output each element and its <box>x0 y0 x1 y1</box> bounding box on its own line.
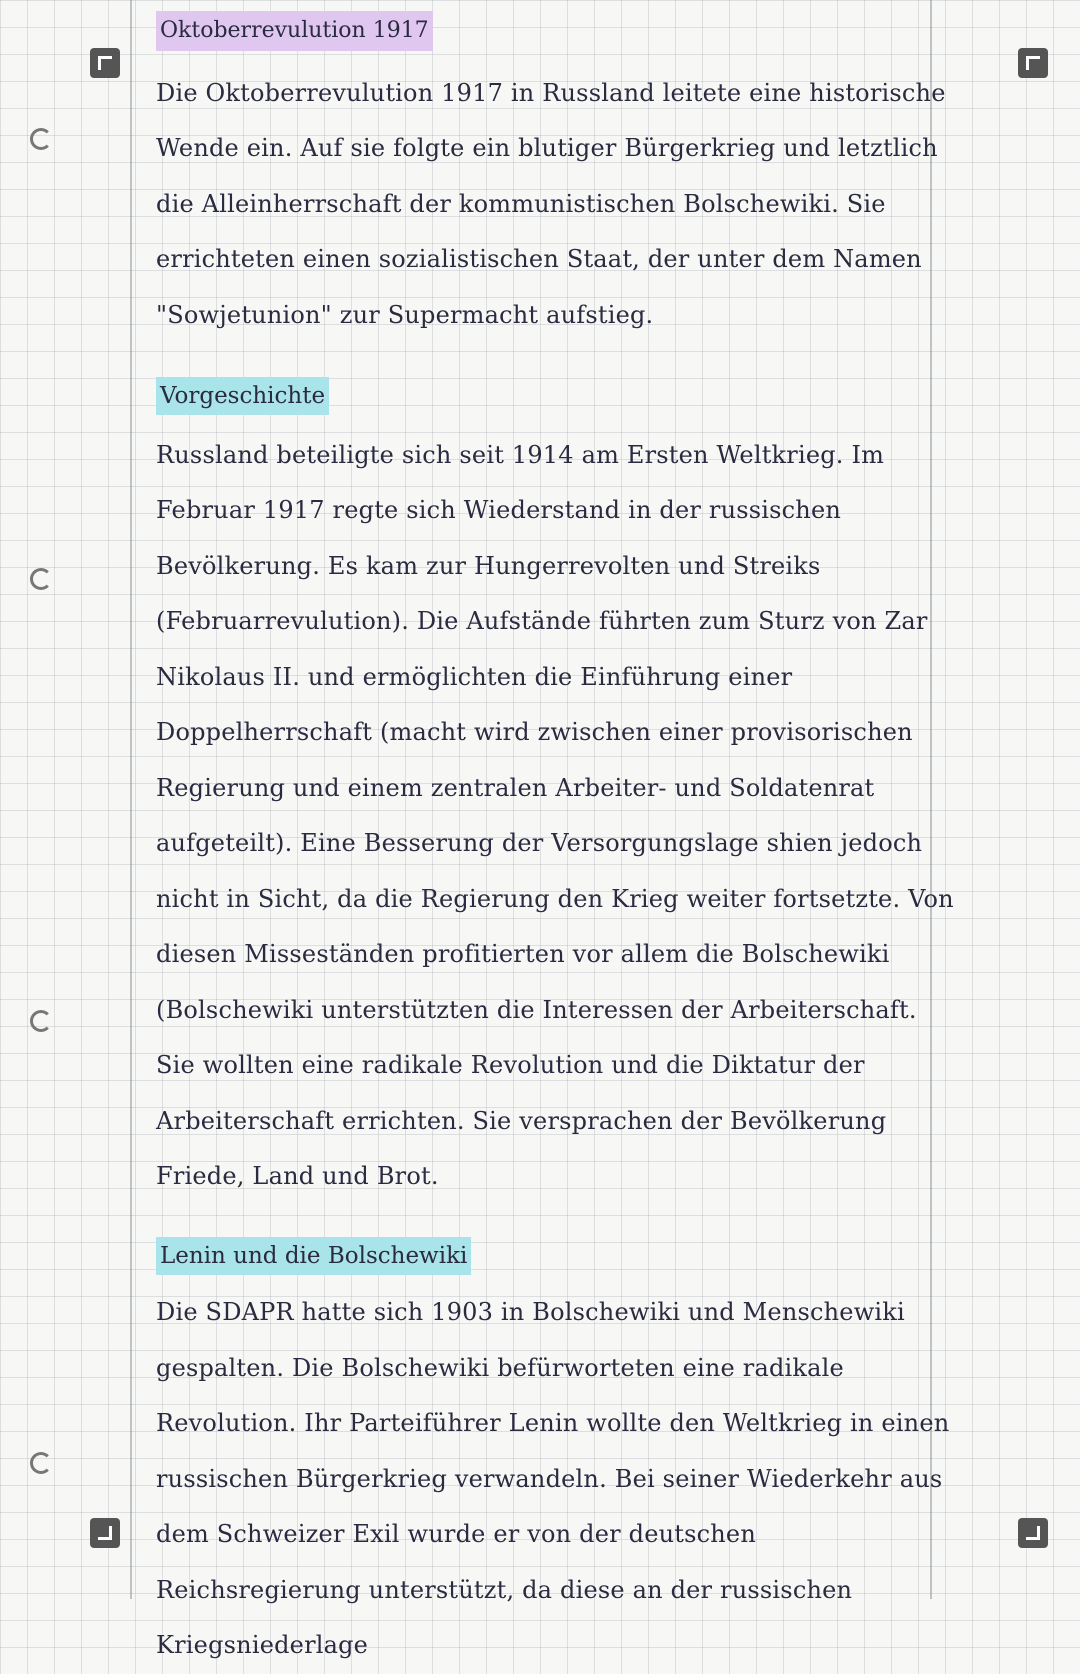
punch-hole-icon <box>30 1010 52 1032</box>
intro-paragraph: Die Oktoberrevulution 1917 in Russland leitete eine historische Wende ein. Auf sie folgte ein blutiger Bürgerkrieg und letztlich die Alleinherrschaft der kommunistischen Bolschewiki. Sie errichteten einen sozialistischen Staat, der unter dem Namen "Sowjetunion" zur Supermacht aufstieg. <box>156 78 946 329</box>
corner-marker-icon <box>1018 48 1048 78</box>
section-text-lenin: Die SDAPR hatte sich 1903 in Bolschewiki und Menschewiki gespalten. Die Bolschewiki befürworteten eine radikale Revolution. Ihr Parteiführer Lenin wollte den Weltkrieg in einen russischen Bürgerkrieg verwandeln. Bei seiner Wiederkehr aus dem Schweizer Exil wurde er von der deutschen Reichsregierung unterstützt, da diese an der russischen Kriegsniederlage <box>156 1298 950 1659</box>
corner-marker-icon <box>90 48 120 78</box>
section-text-vorgeschichte: Russland beteiligte sich seit 1914 am Ersten Weltkrieg. Im Februar 1917 regte sich Wiederstand in der russischen Bevölkerung. Es kam zur Hungerrevolten und Streiks (Februarrevulution). Die Aufstände führten zum Sturz von Zar Nikolaus II. und ermöglichten die Einführung einer Doppelherrschaft (macht wird zwischen einer provisorischen Regierung und einem zentralen Arbeiter- und Soldatenrat aufgeteilt). Eine Besserung der Versorgungslage shien jedoch nicht in Sicht, da die Regierung den Krieg weiter fortsetzte. Von diesen Misseständen profitierten vor allem die Bolschewiki (Bolschewiki unterstützten die Interessen der Arbeiterschaft. Sie wollten eine radikale Revolution und die Diktatur der Arbeiterschaft errichten. Sie versprachen der Bevölkerung Friede, Land und Brot. <box>156 440 954 1190</box>
page-title: Oktoberrevulution 1917 <box>156 11 433 51</box>
section-heading-vorgeschichte: Vorgeschichte <box>156 377 329 415</box>
page-margin-line <box>130 0 132 1599</box>
note-content <box>156 2 956 1674</box>
section-heading-lenin: Lenin und die Bolschewiki <box>156 1237 471 1275</box>
punch-hole-icon <box>30 568 52 590</box>
punch-hole-icon <box>30 128 52 150</box>
punch-hole-icon <box>30 1452 52 1474</box>
corner-marker-icon <box>90 1518 120 1548</box>
corner-marker-icon <box>1018 1518 1048 1548</box>
